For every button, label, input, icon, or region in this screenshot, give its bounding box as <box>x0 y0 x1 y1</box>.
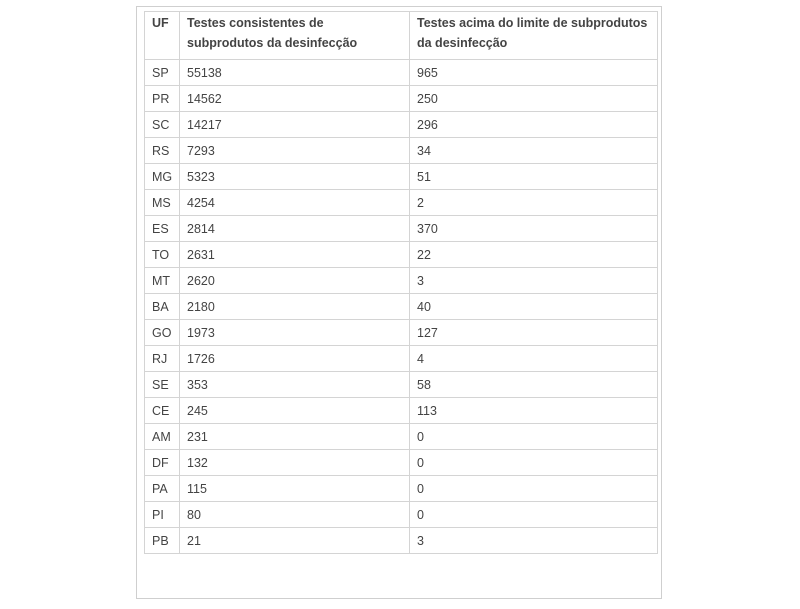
cell-consistent-tests: 7293 <box>180 138 410 164</box>
cell-above-limit-tests: 22 <box>410 242 658 268</box>
header-row <box>145 12 658 60</box>
cell-consistent-tests: 1973 <box>180 320 410 346</box>
table-container <box>136 6 662 599</box>
table-row <box>145 268 658 294</box>
cell-above-limit-tests: 58 <box>410 372 658 398</box>
cell-above-limit-tests: 250 <box>410 86 658 112</box>
cell-uf: PR <box>145 86 180 112</box>
cell-consistent-tests: 21 <box>180 528 410 554</box>
table-row <box>145 424 658 450</box>
cell-above-limit-tests: 40 <box>410 294 658 320</box>
table-body <box>145 60 658 554</box>
cell-above-limit-tests: 113 <box>410 398 658 424</box>
cell-above-limit-tests: 0 <box>410 424 658 450</box>
table-row <box>145 294 658 320</box>
cell-consistent-tests: 231 <box>180 424 410 450</box>
table-row <box>145 164 658 190</box>
cell-uf: MS <box>145 190 180 216</box>
cell-consistent-tests: 2180 <box>180 294 410 320</box>
table-header <box>145 12 658 60</box>
data-table <box>144 11 658 554</box>
cell-above-limit-tests: 34 <box>410 138 658 164</box>
cell-uf: PI <box>145 502 180 528</box>
table-row <box>145 86 658 112</box>
cell-above-limit-tests: 51 <box>410 164 658 190</box>
cell-above-limit-tests: 3 <box>410 528 658 554</box>
cell-uf: BA <box>145 294 180 320</box>
cell-consistent-tests: 132 <box>180 450 410 476</box>
cell-uf: MG <box>145 164 180 190</box>
table-row <box>145 320 658 346</box>
table-row <box>145 450 658 476</box>
cell-uf: TO <box>145 242 180 268</box>
cell-above-limit-tests: 127 <box>410 320 658 346</box>
cell-uf: AM <box>145 424 180 450</box>
cell-consistent-tests: 80 <box>180 502 410 528</box>
cell-above-limit-tests: 0 <box>410 476 658 502</box>
cell-uf: SP <box>145 60 180 86</box>
cell-uf: MT <box>145 268 180 294</box>
cell-consistent-tests: 1726 <box>180 346 410 372</box>
table-row <box>145 242 658 268</box>
header-above-limit-tests: Testes acima do limite de subprodutos da desinfecção <box>410 12 658 60</box>
cell-consistent-tests: 2620 <box>180 268 410 294</box>
cell-above-limit-tests: 2 <box>410 190 658 216</box>
cell-consistent-tests: 5323 <box>180 164 410 190</box>
header-consistent-tests: Testes consistentes de subprodutos da desinfecção <box>180 12 410 60</box>
cell-consistent-tests: 55138 <box>180 60 410 86</box>
cell-above-limit-tests: 965 <box>410 60 658 86</box>
table-row <box>145 190 658 216</box>
cell-consistent-tests: 4254 <box>180 190 410 216</box>
cell-uf: PB <box>145 528 180 554</box>
cell-above-limit-tests: 3 <box>410 268 658 294</box>
cell-above-limit-tests: 370 <box>410 216 658 242</box>
cell-uf: SE <box>145 372 180 398</box>
cell-above-limit-tests: 0 <box>410 502 658 528</box>
cell-uf: GO <box>145 320 180 346</box>
table-row <box>145 112 658 138</box>
table-row <box>145 476 658 502</box>
cell-above-limit-tests: 4 <box>410 346 658 372</box>
header-uf: UF <box>145 12 180 60</box>
cell-consistent-tests: 115 <box>180 476 410 502</box>
cell-uf: PA <box>145 476 180 502</box>
table-row <box>145 502 658 528</box>
table-row <box>145 346 658 372</box>
cell-consistent-tests: 245 <box>180 398 410 424</box>
cell-consistent-tests: 2814 <box>180 216 410 242</box>
cell-uf: RS <box>145 138 180 164</box>
cell-above-limit-tests: 0 <box>410 450 658 476</box>
cell-uf: DF <box>145 450 180 476</box>
cell-uf: ES <box>145 216 180 242</box>
cell-uf: RJ <box>145 346 180 372</box>
cell-uf: CE <box>145 398 180 424</box>
cell-consistent-tests: 14217 <box>180 112 410 138</box>
table-row <box>145 528 658 554</box>
table-row <box>145 60 658 86</box>
table-row <box>145 216 658 242</box>
cell-consistent-tests: 353 <box>180 372 410 398</box>
cell-uf: SC <box>145 112 180 138</box>
table-row <box>145 138 658 164</box>
cell-above-limit-tests: 296 <box>410 112 658 138</box>
cell-consistent-tests: 14562 <box>180 86 410 112</box>
table-row <box>145 372 658 398</box>
table-row <box>145 398 658 424</box>
cell-consistent-tests: 2631 <box>180 242 410 268</box>
